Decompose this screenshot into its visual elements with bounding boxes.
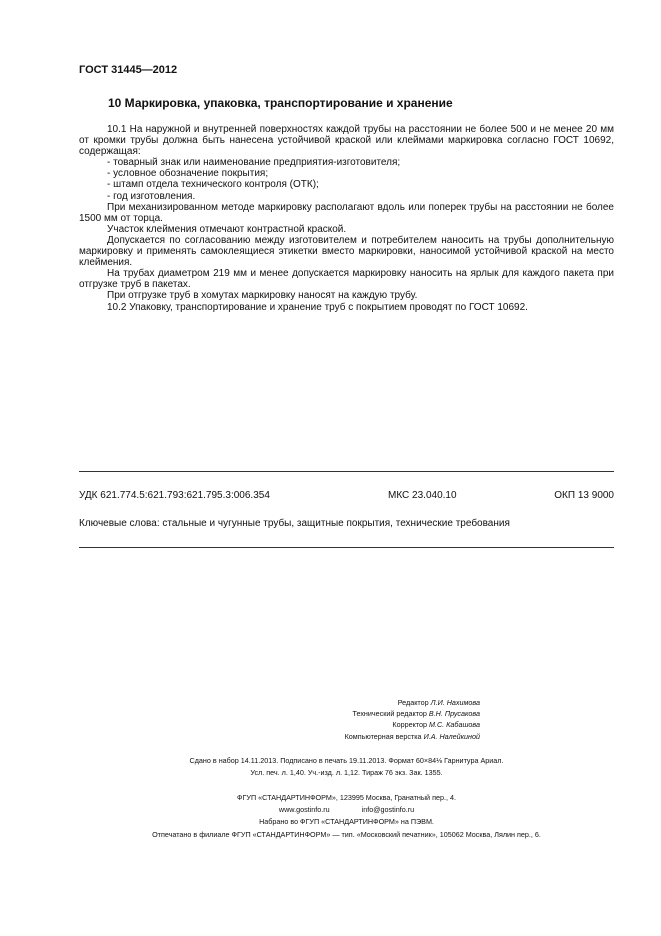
publisher-info (79, 792, 614, 841)
classification-row (79, 490, 614, 502)
keywords: Ключевые слова: стальные и чугунные трубы, защитные покрытия, технические требования (79, 518, 510, 529)
paragraph-stamp-area: Участок клеймения отмечают контрастной краской. (107, 223, 347, 235)
list-item: - год изготовления. (107, 190, 196, 202)
paragraph-clamps: При отгрузке труб в хомутах маркировку наносят на каждую трубу. (107, 290, 418, 302)
paragraph-small-diameter: На трубах диаметром 219 мм и менее допускается маркировку наносить на ярлык для каждого пакета при отгрузке труб в пакетах. (79, 268, 614, 291)
paragraph-10-1: 10.1 На наружной и внутренней поверхностях каждой трубы на расстоянии не более 500 и не менее 20 мм от кромки трубы должна быть нанесена устойчивой краской или клеймами маркировка согласно ГОСТ 10692, содержащая: (79, 124, 614, 158)
editor-line: Компьютерная верстка И.А. Налейкиной (344, 731, 480, 741)
typeset-info: Набрано во ФГУП «СТАНДАРТИНФОРМ» на ПЭВМ. (259, 817, 434, 827)
list-item: - товарный знак или наименование предприятия-изготовителя; (107, 157, 401, 169)
body-text (79, 124, 614, 313)
paragraph-additional-marking: Допускается по согласованию между изготовителем и потребителем наносить на трубы дополнительную маркировку и применять самоклеящиеся этикетки вместо маркировки, наносимой устойчивой краской на место клеймения. (79, 234, 614, 269)
print-info-line: Усл. печ. л. 1,40. Уч.-изд. л. 1,12. Тираж 76 экз. Зак. 1355. (250, 768, 443, 777)
editors-block (180, 697, 480, 742)
gost-code: ГОСТ 31445—2012 (79, 64, 178, 76)
bottom-divider (79, 547, 614, 548)
mks-code: МКС 23.040.10 (388, 490, 457, 501)
top-divider (79, 471, 614, 472)
section-title: 10 Маркировка, упаковка, транспортирование и хранение (108, 96, 453, 110)
email-link[interactable]: info@gostinfo.ru (361, 805, 415, 815)
editor-line: Редактор Л.И. Нахимова (397, 698, 480, 707)
paragraph-10-2: 10.2 Упаковку, транспортирование и хранение труб с покрытием проводят по ГОСТ 10692. (107, 301, 528, 313)
list-item: - штамп отдела технического контроля (ОТК); (107, 179, 319, 191)
website-link[interactable]: www.gostinfo.ru (278, 805, 330, 815)
okp-code: ОКП 13 9000 (554, 490, 614, 501)
publisher-contacts (79, 804, 614, 816)
list-item: - условное обозначение покрытия; (107, 168, 269, 180)
print-info-line: Сдано в набор 14.11.2013. Подписано в печать 19.11.2013. Формат 60×84⅛ Гарнитура Ариал. (189, 756, 504, 765)
printed-info: Отпечатано в филиале ФГУП «СТАНДАРТИНФОРМ» — тип. «Московский печатник», 105062 Москва, Лялин пер., 6. (152, 829, 541, 839)
publisher-address: ФГУП «СТАНДАРТИНФОРМ», 123995 Москва, Гранатный пер., 4. (237, 793, 456, 802)
editor-line: Корректор М.С. Кабашова (392, 720, 480, 730)
print-info (79, 755, 614, 779)
udc-code: УДК 621.774.5:621.793:621.795.3:006.354 (79, 490, 270, 501)
paragraph-mechanized-marking: При механизированном методе маркировку располагают вдоль или поперек трубы на расстоянии не более 1500 мм от торца. (79, 201, 614, 224)
editor-line: Технический редактор В.Н. Прусакова (352, 709, 480, 719)
